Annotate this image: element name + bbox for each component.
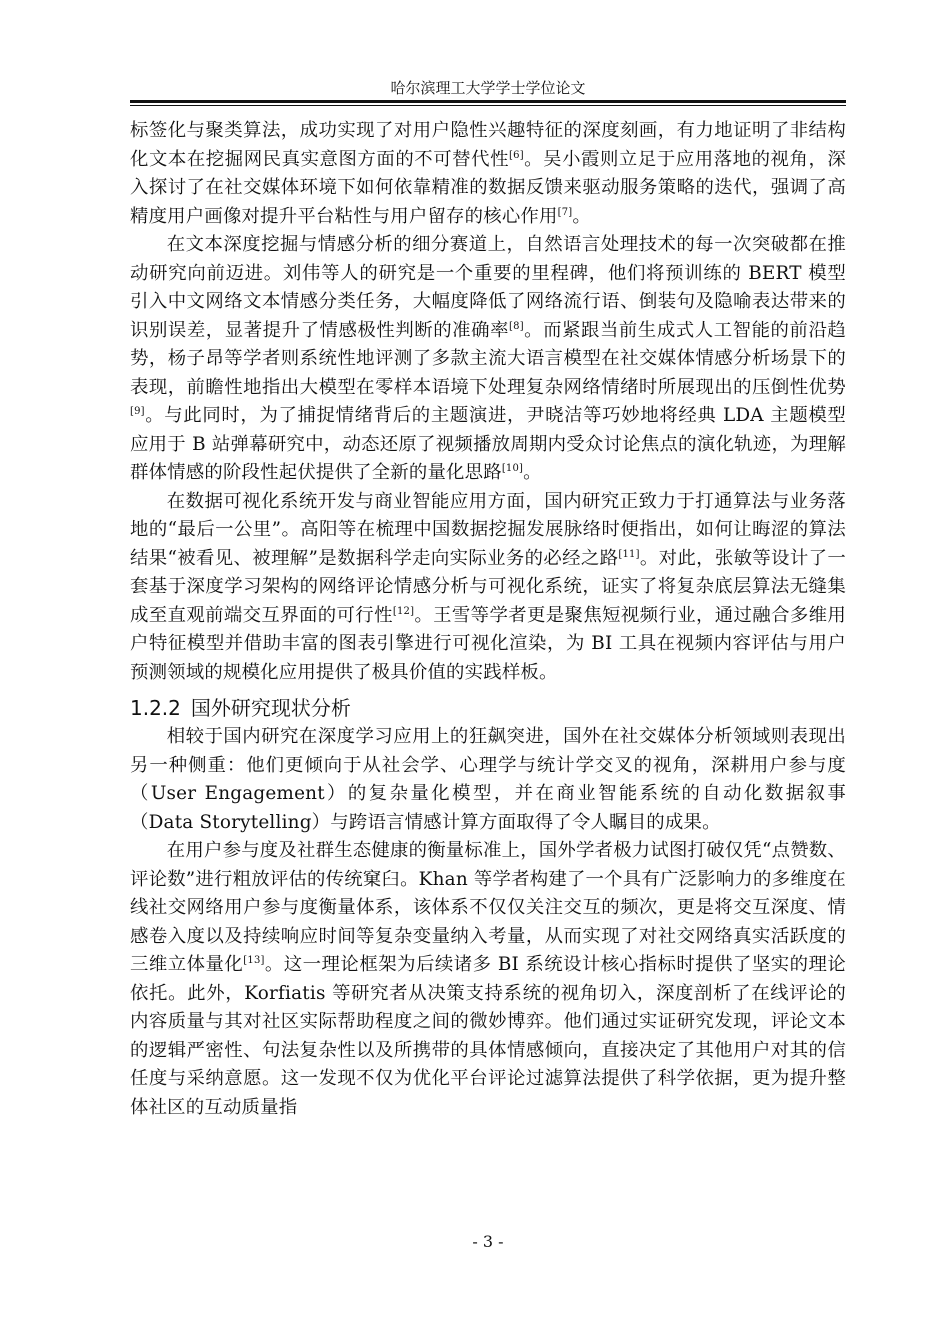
section-heading — [130, 693, 846, 723]
citation-ref[interactable]: [11] — [618, 548, 640, 560]
citation-ref[interactable]: [13] — [243, 954, 265, 966]
paragraph — [130, 117, 846, 231]
paragraph-text: 相较于国内研究在深度学习应用上的狂飙突进，国外在社交媒体分析领域则表现出另一种侧重：他们更倾向于从社会学、心理学与统计学交叉的视角，深耕用户参与度（User Engagement）的复杂量化模型，并在商业智能系统的自动化数据叙事（Data Storytelling）与跨语言情感计算方面取得了令人瞩目的成果。 — [130, 726, 846, 833]
paragraph — [130, 231, 846, 488]
paragraph-text: 标签化与聚类算法，成功实现了对用户隐性兴趣特征的深度刻画，有力地证明了非结构化文本在挖掘网民真实意图方面的不可替代性 — [130, 120, 846, 170]
citation-ref[interactable]: [10] — [501, 462, 524, 474]
paragraph-text: 。这一理论框架为后续诸多 BI 系统设计核心指标时提供了坚实的理论依托。此外，Korfiatis 等研究者从决策支持系统的视角切入，深度剖析了在线评论的内容质量与其对社区实际帮助程度之间的微妙博弈。他们通过实证研究发现，评论文本的逻辑严密性、句法复杂性以及所携带的具体情感倾向，直接决定了其他用户对其的信任度与采纳意愿。这一发现不仅为优化平台评论过滤算法提供了科学依据，更为提升整体社区的互动质量指 — [130, 954, 847, 1118]
paragraph-text: 。王雪等学者更是聚焦短视频行业，通过融合多维用户特征模型并借助丰富的图表引擎进行可视化渲染，为 BI 工具在视频内容评估与用户预测领域的规模化应用提供了极具价值的实践样板。 — [130, 604, 846, 683]
paragraph-text: 。 — [572, 205, 591, 227]
citation-ref[interactable]: [12] — [392, 605, 415, 617]
section-title: 国外研究现状分析 — [190, 696, 351, 720]
paragraph-text: 。吴小霞则立足于应用落地的视角，深入探讨了在社交媒体环境下如何依靠精准的数据反馈来驱动服务策略的迭代，强调了高精度用户画像对提升平台粘性与用户留存的核心作用 — [130, 148, 846, 227]
page-body — [130, 117, 846, 1122]
paragraph-text: 。对此，张敏等设计了一套基于深度学习架构的网络评论情感分析与可视化系统，证实了将复杂底层算法无缝集成至直观前端交互界面的可行性 — [130, 547, 846, 626]
header-rule-thin — [130, 105, 846, 106]
paragraph-text: 。 — [523, 462, 542, 483]
paragraph — [130, 837, 846, 1122]
paragraph-text: 在数据可视化系统开发与商业智能应用方面，国内研究正致力于打通算法与业务落地的“最后一公里”。高阳等在梳理中国数据挖掘发展脉络时便指出，如何让晦涩的算法结果“被看见、被理解”是数据科学走向实际业务的必经之路 — [130, 490, 846, 569]
foreign-research-paragraphs — [130, 723, 846, 1122]
running-header: 哈尔滨理工大学学士学位论文 — [390, 79, 586, 97]
citation-ref[interactable]: [9] — [130, 405, 145, 417]
header-rule-thick — [130, 100, 846, 103]
section-number: 1.2.2 — [130, 696, 181, 720]
citation-ref[interactable]: [7] — [557, 206, 573, 218]
paragraph-text: 在用户参与度及社群生态健康的衡量标准上，国外学者极力试图打破仅凭“点赞数、评论数”进行粗放评估的传统窠臼。Khan 等学者构建了一个具有广泛影响力的多维度在线社交网络用户参与度衡量体系，该体系不仅仅关注交互的频次，更是将交互深度、情感卷入度以及持续响应时间等复杂变量纳入考量，从而实现了对社交网络真实活跃度的三维立体量化 — [130, 840, 846, 975]
paragraph-text: 。而紧跟当前生成式人工智能的前沿趋势，杨子昂等学者则系统性地评测了多款主流大语言模型在社交媒体情感分析场景下的表现，前瞻性地指出大模型在零样本语境下处理复杂网络情绪时所展现出的压倒性优势 — [130, 319, 846, 398]
page-number: - 3 - — [472, 1232, 504, 1251]
paragraph — [130, 488, 846, 688]
paragraph-text: 在文本深度挖掘与情感分析的细分赛道上，自然语言处理技术的每一次突破都在推动研究向前迈进。刘伟等人的研究是一个重要的里程碑，他们将预训练的 BERT 模型引入中文网络文本情感分类任务，大幅度降低了网络流行语、倒装句及隐喻表达带来的识别误差，显著提升了情感极性判断的准确率 — [130, 234, 846, 341]
citation-ref[interactable]: [8] — [509, 320, 524, 332]
paragraph — [130, 723, 846, 837]
domestic-research-paragraphs — [130, 117, 846, 687]
citation-ref[interactable]: [6] — [509, 149, 524, 161]
paragraph-text: 。与此同时，为了捕捉情绪背后的主题演进，尹晓洁等巧妙地将经典 LDA 主题模型应用于 B 站弹幕研究中，动态还原了视频播放周期内受众讨论焦点的演化轨迹，为理解群体情感的阶段性起伏提供了全新的量化思路 — [130, 405, 846, 483]
